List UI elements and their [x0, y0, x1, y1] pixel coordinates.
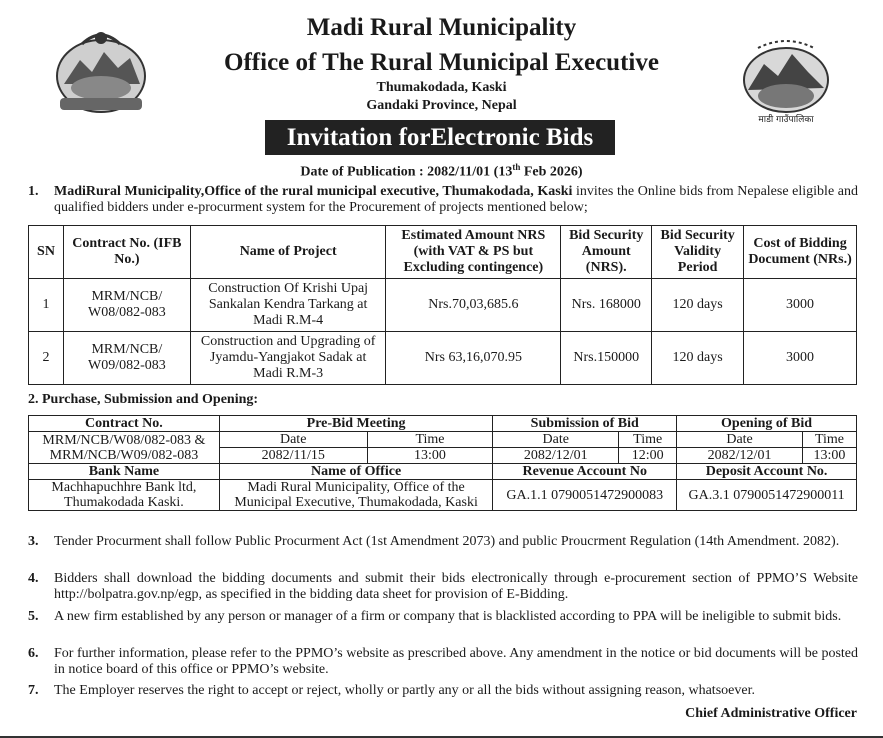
item-1-text: invites the Online bids from Nepalese eligible and qualified bidders under e-procurment system for the Procurement of projects mentioned below;: [54, 184, 858, 215]
table-cell: 2082/11/15: [219, 448, 367, 464]
table-cell: Date: [493, 432, 619, 448]
item-4: [28, 571, 858, 603]
table-header-row: [29, 464, 857, 480]
table-cell: GA.3.1 0790051472900011: [677, 480, 857, 511]
item-number: 5.: [28, 609, 39, 624]
table-cell: 120 days: [652, 332, 744, 385]
table-cell: Time: [803, 432, 857, 448]
table-cell: Madi Rural Municipality, Office of the Municipal Executive, Thumakodada, Kaski: [219, 480, 493, 511]
table-cell: 13:00: [367, 448, 493, 464]
table-cell: MRM/NCB/ W09/082-083: [63, 332, 190, 385]
item-1: [28, 184, 858, 216]
col-header: SN: [29, 226, 64, 279]
projects-table: [28, 225, 857, 385]
item-text: For further information, please refer to the PPMO’s website as prescribed above. Any amendment in the notice or bid documents will be posted in notice board of this office or PPMO’s website.: [54, 646, 858, 677]
municipality-logo: [738, 30, 834, 126]
schedule-table: [28, 415, 857, 511]
col-header: Pre-Bid Meeting: [219, 416, 493, 432]
item-3: [28, 534, 858, 550]
col-header: Revenue Account No: [493, 464, 677, 480]
col-header: Contract No. (IFB No.): [63, 226, 190, 279]
table-cell: Date: [677, 432, 803, 448]
publication-date: Date of Publication : 2082/11/01 (13th Feb 2026): [300, 162, 583, 180]
table-cell: 3000: [744, 332, 857, 385]
table-cell: Nrs.70,03,685.6: [386, 279, 561, 332]
address-line-1: Thumakodada, Kaski: [376, 80, 507, 95]
office-name: Office of The Rural Municipal Executive: [224, 49, 659, 76]
item-text: Bidders shall download the bidding documents and submit their bids electronically through e-procurement section of PPMO’S Website http://bolpatra.gov.np/egp, as specified in the bidding data sheet for provision of E-Bidding.: [54, 571, 858, 602]
address-line-2: Gandaki Province, Nepal: [366, 98, 517, 113]
item-5: [28, 609, 858, 625]
table-cell: Time: [367, 432, 493, 448]
col-header: Bank Name: [29, 464, 220, 480]
table-row: [29, 279, 857, 332]
col-header: Name of Project: [190, 226, 386, 279]
item-1-number: 1.: [28, 184, 39, 199]
table-cell: 2082/12/01: [493, 448, 619, 464]
col-header: Opening of Bid: [677, 416, 857, 432]
table-header-row: [29, 226, 857, 279]
col-header: Deposit Account No.: [677, 464, 857, 480]
item-number: 4.: [28, 571, 39, 586]
table-row: [29, 432, 857, 448]
table-cell: Nrs 63,16,070.95: [386, 332, 561, 385]
table-cell: 13:00: [803, 448, 857, 464]
item-number: 7.: [28, 683, 39, 698]
table-row: [29, 480, 857, 511]
section-2-title: 2. Purchase, Submission and Opening:: [28, 392, 259, 407]
table-row: [29, 332, 857, 385]
item-number: 6.: [28, 646, 39, 661]
table-cell: 2082/12/01: [677, 448, 803, 464]
table-cell: Nrs.150000: [561, 332, 652, 385]
banner-title: Invitation forElectronic Bids: [265, 120, 615, 155]
table-header-row: [29, 416, 857, 432]
table-cell: Time: [619, 432, 677, 448]
item-6: [28, 646, 858, 678]
table-cell: GA.1.1 0790051472900083: [493, 480, 677, 511]
item-text: Tender Procurment shall follow Public Procurment Act (1st Amendment 2073) and public Proucrment Regulation (14th Amendment. 2082).: [54, 534, 840, 549]
item-text: The Employer reserves the right to accept or reject, wholly or partly any or all the bids without assigning reason, whatsoever.: [54, 683, 755, 698]
signature-title: Chief Administrative Officer: [685, 706, 857, 721]
col-header: Estimated Amount NRS (with VAT & PS but Excluding contingence): [386, 226, 561, 279]
item-number: 3.: [28, 534, 39, 549]
col-header: Submission of Bid: [493, 416, 677, 432]
col-header: Cost of Bidding Document (NRs.): [744, 226, 857, 279]
table-cell: Construction Of Krishi Upaj Sankalan Kendra Tarkang at Madi R.M-4: [190, 279, 386, 332]
col-header: Bid Security Amount (NRS).: [561, 226, 652, 279]
table-cell: 3000: [744, 279, 857, 332]
logo-caption: माडी गाउँपालिका: [758, 115, 814, 125]
table-cell: 120 days: [652, 279, 744, 332]
item-1-bold: MadiRural Municipality,Office of the rural municipal executive, Thumakodada, Kaski: [54, 184, 573, 199]
municipality-name: Madi Rural Municipality: [306, 14, 577, 41]
col-header: Bid Security Validity Period: [652, 226, 744, 279]
table-cell: Nrs. 168000: [561, 279, 652, 332]
item-text: A new firm established by any person or manager of a firm or company that is blacklisted according to PPA will be ineligible to submit bids.: [54, 609, 842, 624]
table-cell: Date: [219, 432, 367, 448]
table-cell: 1: [29, 279, 64, 332]
item-7: [28, 683, 858, 699]
table-cell: Machhapuchhre Bank ltd, Thumakodada Kaski.: [29, 480, 220, 511]
col-header: Name of Office: [219, 464, 493, 480]
table-cell: Construction and Upgrading of Jyamdu-Yangjakot Sadak at Madi R.M-3: [190, 332, 386, 385]
table-cell: MRM/NCB/ W08/082-083: [63, 279, 190, 332]
table-cell: 2: [29, 332, 64, 385]
table-cell: 12:00: [619, 448, 677, 464]
col-header: Contract No.: [29, 416, 220, 432]
table-cell: MRM/NCB/W08/082-083 & MRM/NCB/W09/082-083: [29, 432, 220, 464]
